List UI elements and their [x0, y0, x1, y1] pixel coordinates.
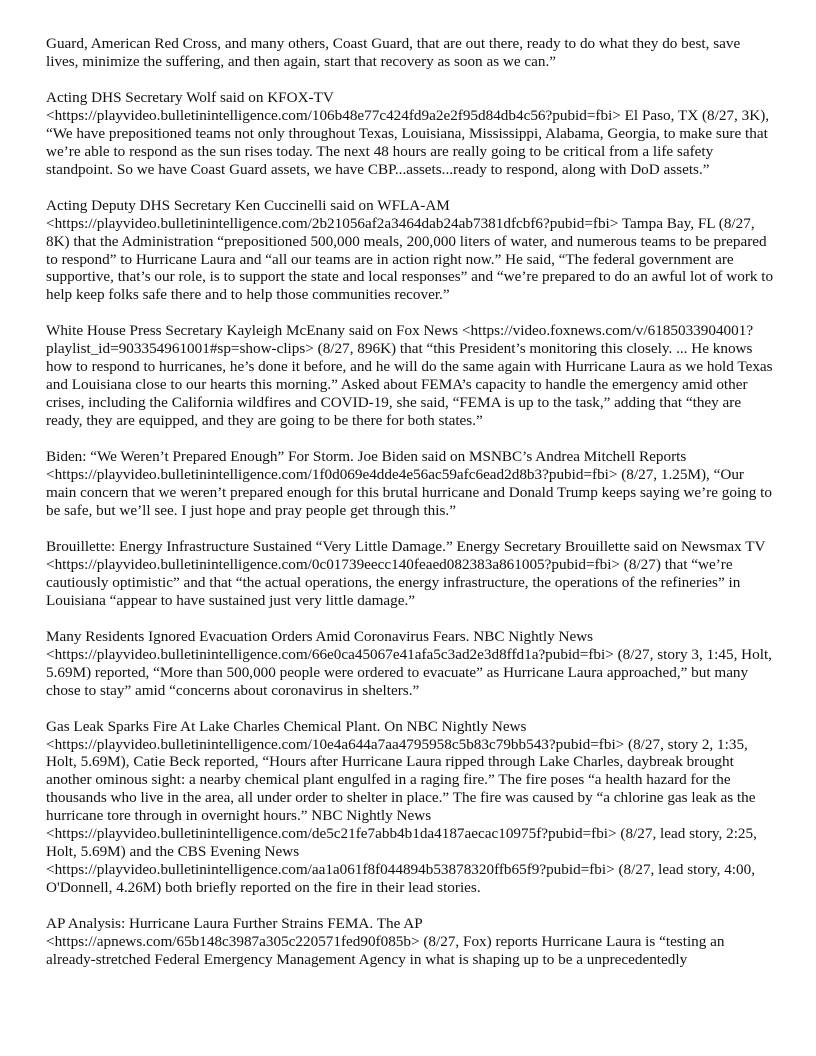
paragraph-wolf: Acting DHS Secretary Wolf said on KFOX-TV <https://playvideo.bulletinintelligence.com/106b48e77c424fd9a2e2f95d84db4c56?pubid=fbi> El Paso, TX (8/27, 3K), “We have prepositioned teams not only throughout Texas, Louisiana, Mississippi, Alabama, Georgia, to make sure that we’re able to respond as the sun rises today. The next 48 hours are really going to be critical from a life safety standpoint. So we have Coast Guard assets, we have CBP...assets...ready to respond, along with DoD assets.”: [46, 88, 770, 178]
paragraph-brouillette: Brouillette: Energy Infrastructure Sustained “Very Little Damage.” Energy Secretary Brouillette said on Newsmax TV <https://playvideo.bulletinintelligence.com/0c01739eecc140feaed082383a861005?pubid=fbi> (8/27) that “we’re cautiously optimistic” and that “the actual operations, the energy infrastructure, the operations of the refineries” in Louisiana “appear to have sustained just very little damage.”: [46, 537, 766, 609]
paragraph-cuccinelli: Acting Deputy DHS Secretary Ken Cuccinelli said on WFLA-AM <https://playvideo.bulletinintelligence.com/2b21056af2a3464dab24ab7381dfcbf6?pubid=fbi> Tampa Bay, FL (8/27, 8K) that the Administration “prepositioned 500,000 meals, 200,000 liters of water, and numerous teams to be prepared to respond” to Hurricane Laura and “all our teams are in action right now.” He said, “The federal government are supportive, that’s our role, is to support the state and local responses” and “we’re prepared to do an awful lot of work to help keep folks safe there and to help those communities recover.”: [46, 196, 774, 304]
paragraph-gas-leak: Gas Leak Sparks Fire At Lake Charles Chemical Plant. On NBC Nightly News <https://playvideo.bulletinintelligence.com/10e4a644a7aa4795958c5b83c79bb543?pubid=fbi> (8/27, story 2, 1:35, Holt, 5.69M), Catie Beck reported, “Hours after Hurricane Laura ripped through Lake Charles, daybreak brought another ominous sight: a nearby chemical plant engulfed in a raging fire.” The fire poses “a health hazard for the thousands who live in the area, all under order to shelter in place.” The fire was caused by “a chlorine gas leak as the hurricane tore through in overnight hours.” NBC Nightly News <https://playvideo.bulletinintelligence.com/de5c21fe7abb4b1da4187aecac10975f?pubid=fbi> (8/27, lead story, 2:25, Holt, 5.69M) and the CBS Evening News <https://playvideo.bulletinintelligence.com/aa1a061f8f044894b53878320ffb65f9?pubid=fbi> (8/27, lead story, 4:00, O'Donnell, 4.26M) both briefly reported on the fire in their lead stories.: [46, 717, 757, 897]
paragraph-recovery-quote: Guard, American Red Cross, and many others, Coast Guard, that are out there, ready to do what they do best, save lives, minimize the suffering, and then again, start that recovery as soon as we can.”: [46, 35, 741, 70]
paragraph-ap-analysis: AP Analysis: Hurricane Laura Further Strains FEMA. The AP <https://apnews.com/65b148c3987a305c220571fed90f085b> (8/27, Fox) reports Hurricane Laura is “testing an already-stretched Federal Emergency Management Agency in what is shaping up to be a unprecedentedly: [46, 915, 725, 968]
paragraph-mcenany: White House Press Secretary Kayleigh McEnany said on Fox News <https://video.foxnews.com/v/6185033904001?playlist_id=903354961001#sp=show-clips> (8/27, 896K) that “this President’s monitoring this closely. ... He knows how to respond to hurricanes, he’s done it before, and he will do the same again with Hurricane Laura as we hold Texas and Louisiana close to our hearts this morning.” Asked about FEMA’s capacity to handle the emergency amid other crises, including the California wildfires and COVID-19, she said, “FEMA is up to the task,” adding that “they are ready, they are equipped, and they are going to be there for both states.”: [46, 322, 773, 430]
document-body: [46, 35, 776, 987]
paragraph-evacuation: Many Residents Ignored Evacuation Orders Amid Coronavirus Fears. NBC Nightly News <https://playvideo.bulletinintelligence.com/66e0ca45067e41afa5c3ad2e3d8ffd1a?pubid=fbi> (8/27, story 3, 1:45, Holt, 5.69M) reported, “More than 500,000 people were ordered to evacuate” as Hurricane Laura approached,” but many chose to stay” amid “concerns about coronavirus in shelters.”: [46, 627, 772, 699]
paragraph-biden: Biden: “We Weren’t Prepared Enough” For Storm. Joe Biden said on MSNBC’s Andrea Mitchell Reports <https://playvideo.bulletinintelligence.com/1f0d069e4dde4e56ac59afc6ead2d8b3?pubid=fbi> (8/27, 1.25M), “Our main concern that we weren’t prepared enough for this brutal hurricane and Donald Trump keeps saying we’re going to be safe, but we’ll see. I just hope and pray people get through this.”: [46, 448, 772, 519]
